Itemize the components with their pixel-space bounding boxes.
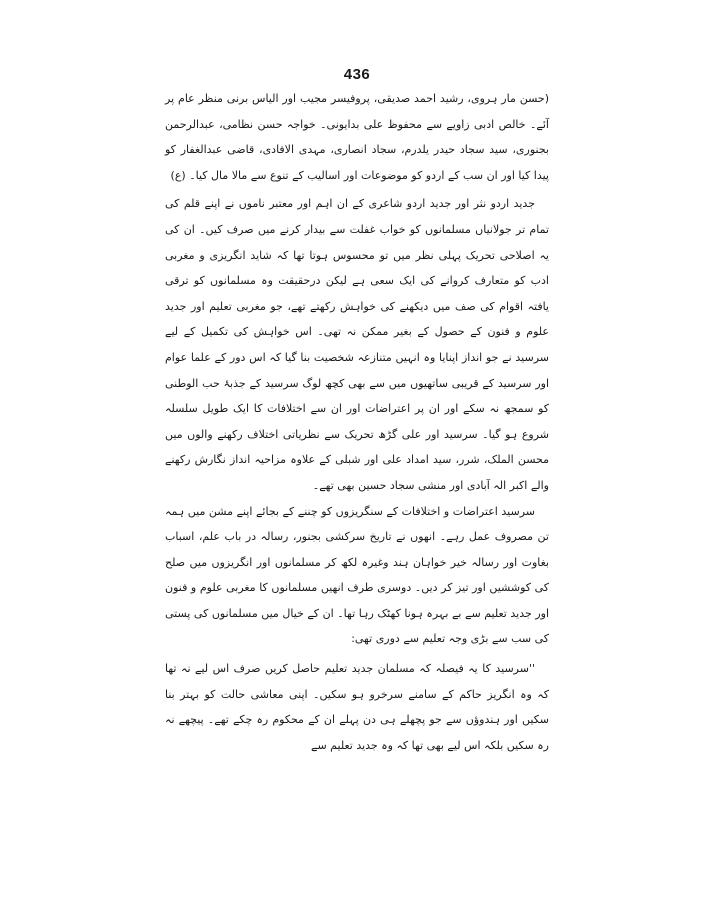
- quotation-paragraph: ''سرسید کا یہ فیصلہ کہ مسلمان جدید تعلیم حاصل کریں صرف اس لیے نہ تھا کہ وہ انگریز حاکم کے سامنے سرخرو ہو سکیں۔ اپنی معاشی حالت کو بہتر بنا سکیں اور ہندوؤں سے جو پچھلے ہی دن پہلے ان کے محکوم رہ چکے تھے۔ پیچھے نہ رہ سکیں بلکہ اس لیے بھی تھا کہ وہ جدید تعلیم سے: [165, 662, 549, 752]
- paragraph-2: جدید اردو نثر اور جدید اردو شاعری کے ان اہم اور معتبر ناموں نے اپنے قلم کی تمام تر جولانیاں مسلمانوں کو خواب غفلت سے بیدار کرنے میں صرف کیں۔ ان کی یہ اصلاحی تحریک پہلی نظر میں تو محسوس ہوتا تھا کہ شاید انگریزی و مغربی ادب کو متعارف کروانے کی ایک سعی ہے لیکن درحقیقت وہ مسلمانوں کو ترقی یافتہ اقوام کی صف میں دیکھنے کی خواہش رکھتے تھے، جو مغربی تعلیم اور جدید علوم و فنون کے حصول کے بغیر ممکن نہ تھی۔ اس خواہش کی تکمیل کے لیے سرسید نے جو انداز اپنایا وہ انہیں متنازعہ شخصیت بنا گیا کہ اس دور کے علما عوام اور سرسید کے قریبی ساتھیوں میں سے بھی کچھ لوگ سرسید کے جذبۂ حب الوطنی کو سمجھ نہ سکے اور ان پر اعتراضات اور ان سے اختلافات کا ایک طویل سلسلہ شروع ہو گیا۔ سرسید اور علی گڑھ تحریک سے نظریاتی اختلاف رکھنے والوں میں محسن الملک، شرر، سید امداد علی اور شبلی کے علاوہ مزاحیہ انداز نگارش رکھنے والے اکبر الہ آبادی اور منشی سجاد حسین بھی تھے۔: [165, 197, 549, 492]
- page-body: [165, 86, 549, 758]
- paragraph-3: سرسید اعتراضات و اختلافات کے سنگریزوں کو چننے کے بجائے اپنے مشن میں ہمہ تن مصروف عمل رہے۔ انھوں نے تاریخ سرکشی بجنور، رسالہ در باب علم، اسباب بغاوت اور رسالہ خیر خواہان ہند وغیرہ لکھ کر مسلمانوں اور انگریزوں میں صلح کی کوششیں اور تیز کر دیں۔ دوسری طرف انھیں مسلمانوں کا مغربی علوم و فنون اور جدید تعلیم سے بے بہرہ ہونا کھٹک رہا تھا۔ ان کے خیال میں مسلمانوں کی پستی کی سب سے بڑی وجہ تعلیم سے دوری تھی:: [165, 504, 549, 646]
- page-number: 436: [343, 66, 371, 83]
- paragraph-1: (حسن مار ہروی، رشید احمد صدیقی، پروفیسر مجیب اور الیاس برنی منظر عام پر آئے۔ خالص ادبی زاویے سے محفوظ علی بدایونی۔ خواجہ حسن نظامی، عبدالرحمن بجنوری، سید سجاد حیدر یلدرم، سجاد انصاری، مہدی الافادی، قاضی عبدالغفار کو پیدا کیا اور ان سب کے اردو کو موضوعات اور اسالیب کے تنوع سے مالا مال کیا۔ (ع): [165, 92, 549, 182]
